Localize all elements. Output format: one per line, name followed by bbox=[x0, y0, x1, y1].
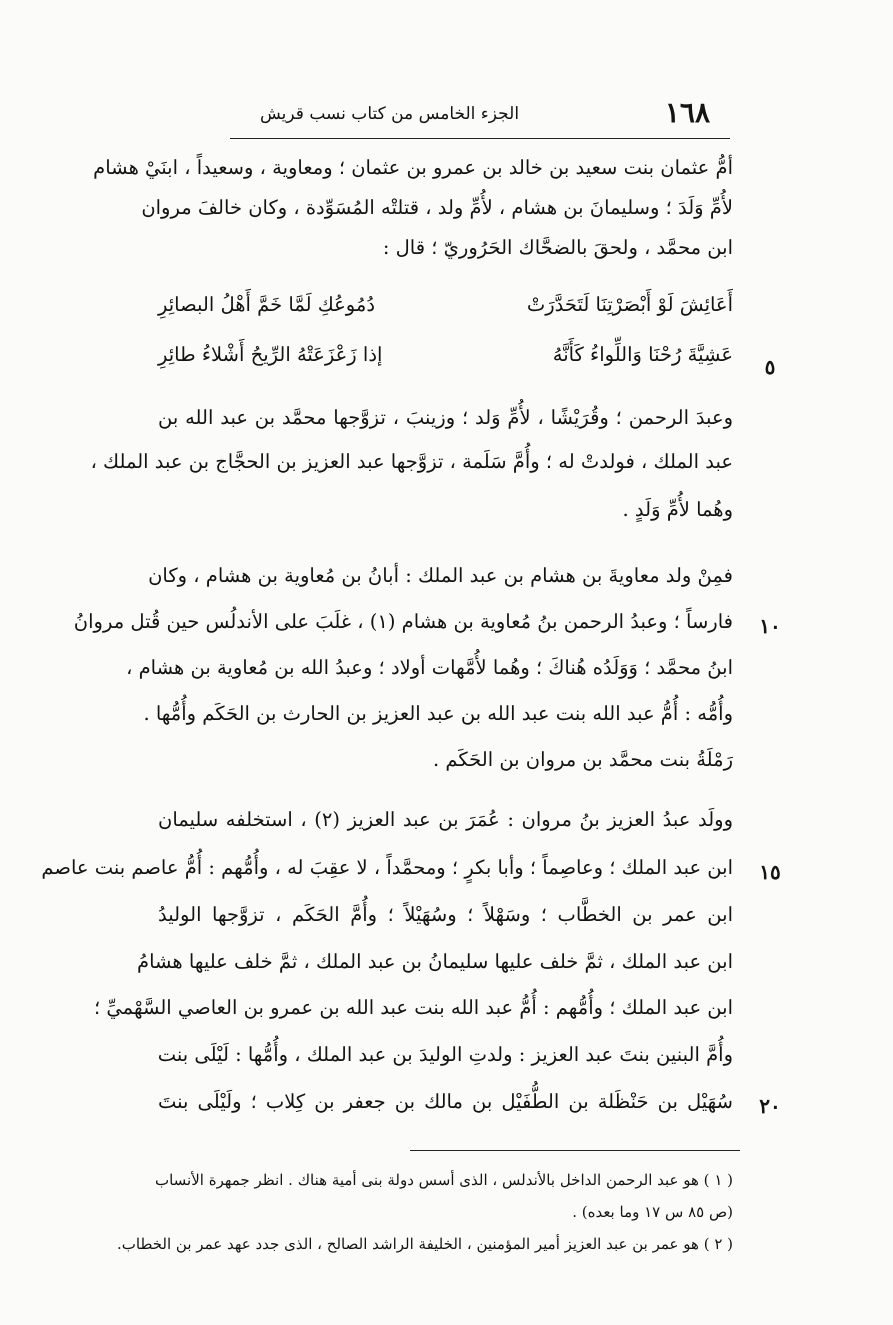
text-line: ابن عمر بن الخطَّاب ؛ وسَهْلاً ؛ وسُهَيْلاً ؛ وأُمَّ الحَكَم ، تزوَّجها الوليدُ bbox=[158, 903, 733, 926]
line-number: ١٠ bbox=[759, 614, 781, 638]
footnote: (ص ٨٥ س ١٧ وما بعده) . bbox=[572, 1203, 733, 1221]
footnote: ( ١ ) هو عبد الرحمن الداخل بالأندلس ، الذى أسس دولة بنى أمية هناك . انظر جمهرة الأنساب bbox=[154, 1171, 733, 1189]
header-rule bbox=[230, 138, 730, 139]
line-number: ٢٠ bbox=[759, 1094, 781, 1118]
line-number: ١٥ bbox=[759, 860, 781, 884]
verse-hemistich: عَشِيَّةَ رُحْنَا وَاللِّواءُ كَأَنَّهُ bbox=[552, 343, 733, 366]
text-line: وأُمَّ البنين بنتَ عبد العزيز : ولدتِ الوليدَ بن عبد الملك ، وأُمُّها : لَيْلَى بنت bbox=[157, 1043, 733, 1066]
verse-hemistich: أَعَائِشَ لَوْ أَبْصَرْتِنَا لَتَحَدَّرَتْ bbox=[526, 293, 733, 316]
text-line: ابن عبد الملك ؛ وأُمُّهم : أُمُّ عبد الله بنت عبد الله بن عمرو بن العاصي السَّهْميِّ ؛ bbox=[94, 996, 733, 1019]
footnote: ( ٢ ) هو عمر بن عبد العزيز أمير المؤمنين ، الخليفة الراشد الصالح ، الذى جدد عهد عمر بن الخطاب. bbox=[116, 1235, 733, 1253]
text-line: ابن محمَّد ، ولحقَ بالضحَّاك الحَرُوريّ ؛ قال : bbox=[382, 236, 733, 259]
page-number: ١٦٨ bbox=[664, 96, 710, 129]
text-line: ابنُ محمَّد ؛ وَوَلَدُه هُناكَ ؛ وهُما لأُمَّهات أولاد ؛ وعبدُ الله بن مُعاوية بن هشام ، bbox=[126, 656, 733, 679]
verse-line bbox=[158, 285, 733, 325]
text-line: سُهَيْل بن حَنْظَلة بن الطُّفَيْل بن مالك بن جعفر بن كِلاب ؛ ولَيْلَى بنتَ bbox=[158, 1090, 733, 1113]
verse-hemistich: إذا زَعْزَعَتْهُ الرِّيحُ أَشْلاءُ طائِرِ bbox=[158, 343, 383, 366]
text-line: فارساً ؛ وعبدُ الرحمن بنُ مُعاوية بن هشام (١) ، غلَبَ على الأندلُس حين قُتل مروانُ bbox=[73, 610, 733, 633]
running-title: الجزء الخامس من كتاب نسب قريش bbox=[260, 104, 520, 124]
text-line: وهُما لأُمِّ وَلَدٍ . bbox=[622, 498, 733, 521]
page-header bbox=[250, 96, 710, 136]
text-line: فمِنْ ولد معاويةَ بن هشام بن عبد الملك : أبانُ بن مُعاوية بن هشام ، وكان bbox=[148, 564, 733, 587]
text-line: عبد الملك ، فولدتْ له ؛ وأُمَّ سَلَمة ، تزوَّجها عبد العزيز بن الحجَّاج بن عبد الملك ، bbox=[90, 450, 733, 473]
verse-line bbox=[158, 335, 733, 375]
text-line: وعبدَ الرحمن ؛ وقُرَيْشًا ، لأُمِّ وَلد ؛ وزينبَ ، تزوَّجها محمَّد بن عبد الله بن bbox=[158, 406, 733, 429]
footnote-rule bbox=[410, 1150, 740, 1151]
line-number: ٥ bbox=[764, 355, 776, 379]
verse-hemistich: دُمُوعُكِ لَمَّا خَمَّ أَهْلُ البصائِرِ bbox=[158, 293, 376, 316]
text-line: لأُمِّ وَلَدَ ؛ وسليمانَ بن هشام ، لأُمِّ ولد ، قتلتْه المُسَوِّدة ، وكان خالفَ مروان bbox=[141, 196, 733, 219]
text-line: وولَد عبدُ العزيز بنُ مروان : عُمَرَ بن عبد العزيز (٢) ، استخلفه سليمان bbox=[158, 808, 733, 831]
text-line: أمُّ عثمان بنت سعيد بن خالد بن عمرو بن عثمان ؛ ومعاوية ، وسعيداً ، ابنَيْ هشام bbox=[93, 156, 733, 179]
text-line: ابن عبد الملك ؛ وعاصِماً ؛ وأبا بكرٍ ؛ ومحمَّداً ، لا عقِبَ له ، وأُمُّهم : أُمُّ عاصم بنت عاصم bbox=[41, 856, 733, 879]
text-line: رَمْلَةُ بنت محمَّد بن مروان بن الحَكَم . bbox=[433, 748, 733, 771]
text-line: وأُمُّه : أُمُّ عبد الله بنت عبد الله بن عبد العزيز بن الحارث بن الحَكَم وأُمُّها . bbox=[143, 702, 733, 725]
text-line: ابن عبد الملك ، ثمَّ خلف عليها سليمانُ بن عبد الملك ، ثمَّ خلف عليها هشامُ bbox=[137, 950, 733, 973]
